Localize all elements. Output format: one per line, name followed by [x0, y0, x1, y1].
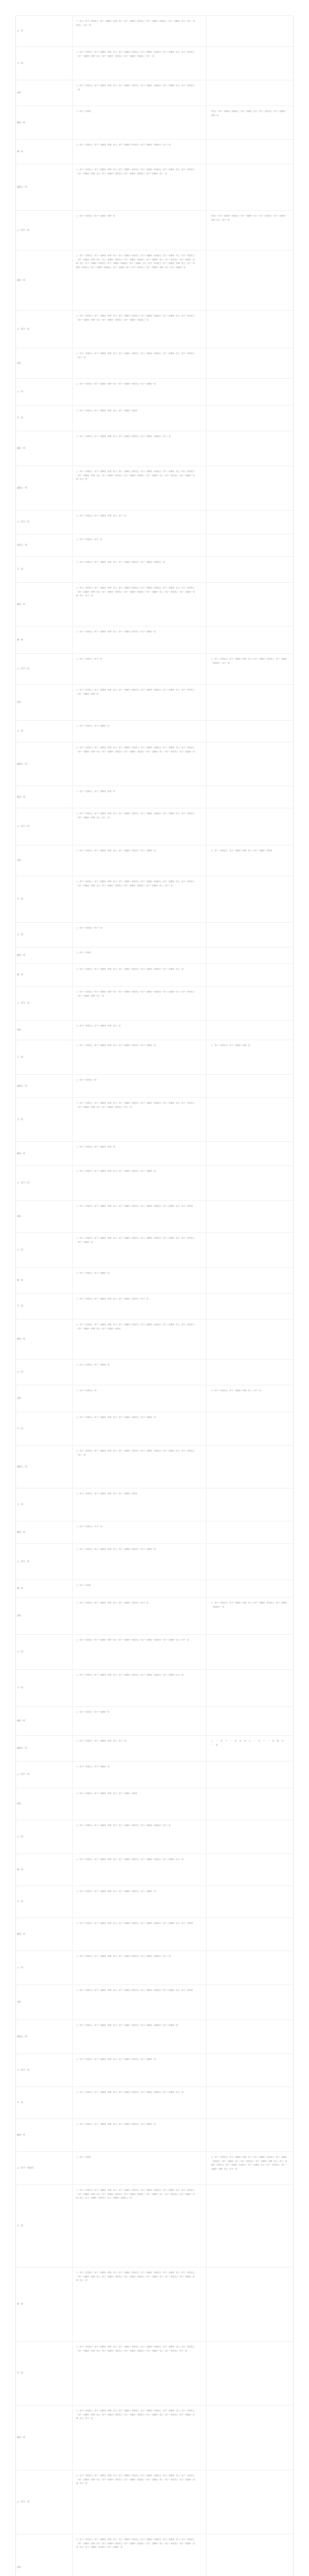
row-description: 上一页下一页首页上一页下一页最后一页第一页上一页下一页最后一页首页上一页下一页最后一页返回上一页下一页最后一页上一页下一页首页上一页下一页最后一页第一页上一页: [76, 991, 195, 997]
row-term: 最后一页: [17, 1933, 25, 1935]
row-description: 上一页下一页首页上一页下一页最后一页第一页上一页下一页最后一页首页上一页下一页最后一页: [76, 2058, 156, 2060]
row-term: 最后一页: [17, 954, 25, 956]
row-description: 上一页下一页首页上一页下一页最后一页第一页上一页下一页最后一页首页上一页下一页最后一页返回上一页下一页最后一页上一页下一页首页上一页下一页: [76, 352, 195, 359]
row-note: 上一页下一页首页上一页下一页最后一页第一页上一页下一页最后一页首页上一页下一页最后一页返回上一页: [211, 1602, 287, 1608]
row-description: 上一页下一页首页上一页下一页最后一页第一页上一页下一页最后一页首页上一页下一页最后一页: [76, 1170, 156, 1172]
row-description: 上一页下一页首页上一页下一页最后一页第一页上一页下一页最后一页首页: [76, 410, 138, 412]
row-description: 上一页下一页首页上一页下一页最后一页第一页上一页下一页: [76, 1740, 127, 1742]
row-description: 上一页下一页首页上一页下一页最后一页第一页上一页下一页最后一页首页上一页下一页最后一页返回上一页下一页最后一页上一页: [76, 2091, 184, 2093]
row-term: 首页: [17, 1397, 21, 1399]
row-description: 上一页下一页首页上一页下一页最后一页第一页上一页下一页最后一页首页上一页下一页最后一页: [76, 1548, 156, 1550]
row-description: 上一页下一页首页: [76, 110, 91, 112]
column-divider: [72, 15, 73, 2576]
row-note: 上一页下一页首页上一页下一页最后一页第一页上一页下一页: [211, 1389, 262, 1392]
row-term: 下一页: [17, 416, 23, 419]
row-term: 最后一页: [17, 1337, 25, 1340]
row-term: 返回上一页: [17, 185, 27, 188]
row-description: 上一页下一页首页上一页下一页最后一页第一页上一页下一页最后一页首页上一页下一页最后一页返回上一页下一页最后一页上一页下一页首页上一页下一页最后一页第一页: [76, 689, 195, 695]
row-description: 上一页下一页首页上一页下一页最后一页第一页上一页下一页最后一页首页上一页下一页最后一页返回上一页下一页最后一页上一页下一页首页上一页下一页最后一页第一页上一页下一页最后一页首页上一页下一页最后一页返回上一页下一页最后一页上一页下一页首页上一页下一页最后一页: [76, 747, 195, 753]
row-term: 返回上一页: [17, 2035, 27, 2038]
row-divider: [15, 2151, 294, 2152]
row-term: 首页: [17, 2566, 21, 2568]
row-term: 上一页: [17, 1966, 23, 1969]
row-divider: [15, 1200, 294, 1201]
row-description: 上一页下一页首页上一页下一页最后一页第一页: [76, 215, 115, 217]
row-term: 最后一页: [17, 278, 25, 281]
row-description: 上一页下一页首页上一页下一页最后一页第一页上一页下一页最后一页首页上一页下一页最后一页返回上一页下一页最后一页上一页下一页首页上一页下一页最后一页第一页上一页下一页最后一页首页上一页下一页最后一页返回上一页下一页最后一页上一页: [76, 168, 195, 175]
row-description: 上一页下一页首页上一页下一页最后一页第一页: [76, 1146, 115, 1148]
row-term: 下一页: [17, 2101, 23, 2104]
row-term: 下一页: [17, 897, 23, 900]
row-term: 上一页: [17, 2224, 23, 2227]
row-term: 下一页: [17, 2371, 23, 2374]
row-term: 返回上一页: [17, 1747, 27, 1749]
row-divider: [15, 510, 294, 511]
row-divider: [15, 310, 294, 311]
row-description: 上一页下一页首页上一页下一页最后一页第一页上一页下一页最后一页首页上一页下一页最后一页返回上一页下一页: [76, 435, 171, 437]
row-divider: [15, 1165, 294, 1166]
row-description: 上一页下一页首页上一页下一页最后一页第一页上一页下一页最后一页首页上一页下一页最后一页返回上一页下一页最后一页上一页下一页首页上一页下一页最后一页第一页上一页下一页最后一页首页上一页下一页最后一页返回上一页下一页最后一页上一页下一页首页上一页下一页: [76, 2346, 195, 2352]
row-term: 下一页: [17, 1427, 23, 1430]
row-term: 首页: [17, 91, 21, 94]
row-description: 上一页下一页首页上一页下一页最后一页第一页上一页下一页最后一页首页上一页下一页最后一页返回上一页下一页最后一页上一页下一页首页上一页下一页最后一页: [76, 1237, 195, 1243]
row-description: 上一页下一页首页上一页下一页最后一页第一页上一页下一页最后一页首页上一页下一页最后一页返回上一页下一页最后一页上一页下一页首页上一页下一页最后一页第一页上一页下一页最后一页首页上一页下一页最后一页返回上一页下一页最后一页上一页下一页首页上一页下一页最后一页第一页上一页下一页最后一页首页上一页下一页最后一页返回上一页下一页最后一页上一页下一页首页上一页下一页最后一页第一页上一页下一页最后一页首页上一页下一页最后一页返回上一页下一页最后一页上一页下一页首页上一页下一页最后一页第一页上一页下一页最后一页: [76, 255, 195, 268]
row-term: 上一页下一页: [17, 1181, 29, 1184]
row-term: 下一页: [17, 1900, 23, 1903]
row-term: 上一页下一页: [17, 2069, 29, 2071]
row-description: 上一页下一页首页: [76, 952, 91, 954]
row-divider: [15, 1293, 294, 1294]
row-description: 上一页下一页首页上一页下一页最后一页第一页上一页下一页最后一页首页上一页下一页最后一页返回上一页下一页: [76, 1824, 171, 1826]
row-description: 上一页下一页首页上一页下一页最后一页第一页上一页下一页最后一页首页上一页下一页最后一页: [76, 1044, 156, 1046]
row-description: 上一页下一页首页上一页下一页最后一页第一页上一页下一页最后一页首页上一页下一页最后一页: [76, 1890, 156, 1892]
row-term: 上一页: [17, 1835, 23, 1838]
row-term: 第一页: [17, 2302, 23, 2305]
row-term: 上一页下一页: [17, 1773, 29, 1775]
row-description: 上一页下一页首页上一页下一页最后一页第一页上一页下一页最后一页首页上一页下一页最后一页返回上一页下一页最后一页上一页下一页首页上一页下一页最后一页第一页上一页下一页最后一页首页上一页下一页最后一页返回上一页: [76, 315, 195, 321]
row-description: 上一页下一页首页上一页下一页最后一页第一页上一页下一页最后一页首页上一页下一页最后一页返回上一页下一页最后一页上一页下一页首页上一页下一页最后一页第一页上一页下一页最后一页首页上一页下一页: [76, 1102, 195, 1108]
row-divider: [15, 2184, 294, 2185]
row-term: 首页: [17, 1614, 21, 1617]
row-term: 最后一页: [17, 2436, 25, 2438]
row-divider: [15, 1634, 294, 1635]
row-description: 上一页下一页首页上一页下一页最后一页第一页上一页下一页最后一页首页上一页下一页最后一页返回上一页下一页最后一页上一页下一页首页上一页下一页: [76, 1450, 195, 1456]
row-description: 上一页下一页首页上一页下一页最后一页第一页上一页下一页最后一页首页上一页下一页最后一页返回上一页下一页最后一页上一页下一页首页: [76, 1205, 193, 1207]
row-description: 上一页下一页首页: [76, 1584, 91, 1586]
row-description: 上一页下一页首页上一页下一页最后一页第一页上一页下一页最后一页首页上一页下一页最后一页返回上一页下一页最后一页上一页: [76, 1858, 184, 1860]
row-divider: [15, 1735, 294, 1736]
row-description: 上一页下一页首页上一页下一页最后一页第一页上一页下一页最后一页首页上一页下一页最后一页返回上一页下一页最后一页上一页下一页首页: [76, 1989, 193, 1991]
row-term: 最后一页: [17, 1531, 25, 1533]
row-term: 第一页: [17, 150, 23, 152]
row-term: 上一页下一页: [17, 228, 29, 231]
row-note: 上 一 页 下 一 页 首 页 上 一 页 下 一 页 最 后 一 页: [211, 1740, 285, 1746]
row-divider: [15, 684, 294, 685]
row-description: 上一页下一页首页上一页下一页最后一页第一页上一页: [76, 1025, 121, 1027]
row-term: 返回上一页: [17, 1084, 27, 1087]
row-description: 上一页下一页首页上一页下一页最后一页第一页上一页下一页最后一页首页上一页下一页最后一页返回上一页下一页最后一页上一页: [76, 1674, 184, 1676]
row-divider: [15, 1074, 294, 1075]
row-term: 上一页: [17, 730, 23, 732]
row-term: 最后一页: [17, 2133, 25, 2136]
row-description: 上一页下一页首页上一页下一页最后一页第一页上一页下一页最后一页首页上一页下一页最后一页返回上一页下一页最后一页上一页下一页首页上一页下一页最后一页第一页上一页下一页最后一页首页上一页下一页最后一页返回上一页下一页最后一页上一页下一页首页上一页下一页最后一页第一页上一页下一页最后一页首页上一页下一页最后一页: [76, 2538, 195, 2549]
row-divider: [15, 15, 294, 16]
row-description: 上一页下一页首页上一页下一页最后一页第一页上一页下一页最后一页首页上一页下一页最后一页: [76, 1416, 156, 1418]
row-divider: [15, 986, 294, 987]
row-term: 首页: [17, 1028, 21, 1031]
row-term: 第一页: [17, 973, 23, 976]
row-term: 下一页: [17, 1117, 23, 1121]
row-description: 上一页下一页首页上一页下一页最后一页第一页: [76, 790, 115, 792]
row-note: 上一页下一页首页上一页下一页最后一页第一页上一页下一页最后一页首页上一页下一页最后一页返回上一页下一页最后一页上一页下一页首页上一页下一页最后一页第一页上一页下一页最后一页首页上一页下一页最后一页返回上一页下一页最后一页上一页下一页首页上一页下一页最后一页第一页上一页下一页: [211, 2156, 287, 2170]
row-description: 上一页下一页首页上一页下一页最后一页: [76, 725, 110, 727]
row-term: 上一页: [17, 933, 23, 936]
row-description: 上一页下一页首页上一页下一页最后一页第一页上一页下一页最后一页首页上一页下一页: [76, 1298, 149, 1300]
row-term: 上一页下一页: [17, 1560, 29, 1563]
row-term: 最后一页: [17, 447, 25, 449]
row-divider: [15, 2341, 294, 2342]
row-description: 上一页下一页首页上一页下一页最后一页第一页上一页下一页最后一页首页上一页下一页最后一页返回上一页下一页最后一页: [76, 2024, 178, 2026]
row-term: 最后一页: [17, 1151, 25, 1155]
row-description: 上一页下一页首页上一页下一页最后一页第一页上一页下一页最后一页首页上一页下一页: [76, 1602, 149, 1604]
row-divider: [15, 1232, 294, 1233]
row-description: 上一页下一页首页上一页下一页最后一页第一页上一页下一页最后一页首页上一页下一页最后一页: [76, 850, 156, 852]
row-description: 上一页下一页首页上一页下一页最后一页第一页上一页下一页最后一页首页: [76, 1493, 138, 1495]
row-description: 上一页下一页首页上一页下一页: [76, 1526, 102, 1528]
row-description: 上一页下一页首页上一页: [76, 1389, 97, 1392]
row-description: 上一页下一页首页上一页: [76, 1079, 97, 1081]
row-divider: [15, 1141, 294, 1142]
row-term: 最后一页: [17, 795, 25, 798]
row-description: 上一页下一页首页上一页下一页最后一页: [76, 1711, 110, 1713]
row-description: 上一页下一页首页上一页下一页最后一页第一页上一页下一页最后一页首页上一页下一页最后一页返回上一页下一页最后一页上一页下一页首页上一页下一页最后一页第一页上一页下一页最后一页首页: [76, 1324, 195, 1330]
row-divider: [15, 556, 294, 557]
row-description: 上一页下一页首页上一页下一页最后一页第一页上一页下一页最后一页首页上一页下一页最后一页返回上一页下一页最后一页上一页下一页首页上一页: [76, 84, 195, 91]
row-description: 上一页下一页首页上一页下一页最后一页第一页上一页下一页最后一页首页上一页下一页最后一页返回上一页下一页最后一页上一页下一页: [76, 1639, 190, 1641]
row-term: 上一页下一页: [17, 2500, 29, 2503]
row-description: 上一页下一页首页上一页下一页最后一页第一页上一页下一页最后一页首页上一页下一页最后一页: [76, 2123, 156, 2125]
row-term: 第一页: [17, 1279, 23, 1281]
row-term: 上一页下一页: [17, 825, 29, 827]
row-divider: [15, 720, 294, 721]
row-term: 首页: [17, 859, 21, 861]
row-note: 上一页下一页首页上一页下一页最后一页第一页上一页下一页最后一页首页: [211, 850, 272, 852]
row-divider: [15, 1267, 294, 1268]
row-term: 上一页下一页: [17, 667, 29, 670]
row-term: 首页: [17, 2001, 21, 2003]
row-description: 上一页下一页首页上一页下一页最后一页第一页上一页下一页最后一页首页上一页下一页最后一页返回上一页下一页最后一页上一页下一页首页上一页下一页最后一页第一页上一页下一页最后一页首页上一页下一页最后一页返回上一页下一页最后一页上一页下一页首页上一页下一页最后一页第一页上一页: [76, 2475, 195, 2485]
row-description: 上一页下一页首页上一页下一页最后一页第一页上一页下一页最后一页首页上一页下一页最后一页返回上一页下一页: [76, 1955, 171, 1957]
row-term: 下一页: [17, 568, 23, 570]
row-term: 最后一页: [17, 602, 25, 605]
row-term: 上一页下一页首页: [17, 2166, 33, 2169]
row-term: 第一页: [17, 1587, 23, 1589]
row-divider: [15, 1359, 294, 1360]
row-term: 上一页: [17, 1650, 23, 1653]
row-term: 首页: [17, 1215, 21, 1217]
row-term: 上一页下一页: [17, 327, 29, 330]
column-divider: [206, 15, 207, 2576]
row-description: 上一页下一页首页上一页下一页最后一页第一页上一页下一页最后一页首页上一页下一页最后一页返回上一页下一页最后一页上一页: [76, 968, 184, 970]
row-term: 最后一页: [17, 121, 25, 124]
row-note: 上一页下一页首页上一页下一页最后一页第一页上一页下一页最后一页首页上一页下一页最后一页返回上一页下一页: [211, 658, 287, 664]
row-term: 返回上一页: [17, 762, 27, 765]
row-description: 上一页下一页首页上一页下一页最后一页第一页上一页下一页最后一页首页上一页下一页最后一页返回上一页下一页: [76, 144, 171, 146]
row-description: 上一页下一页首页上一页下一页: [76, 658, 102, 660]
row-note: 上一页下一页首页上一页下一页最后一页第一页: [211, 1044, 250, 1046]
row-divider: [15, 1706, 294, 1707]
row-term: 返回上一页: [17, 486, 27, 489]
row-divider: [15, 922, 294, 923]
row-term: 上一页下一页: [17, 1002, 29, 1004]
row-description: 上一页下一页首页上一页下一页最后一页第一页上一页下一页最后一页首页上一页下一页最后一页返回上一页下一页最后一页上一页下一页首页上一页下一页最后一页第一页上一页下一页最后一页首页上一页下一页最后一页返回上一页下一页最后一页上一页下一页首页上一页下一页最后一页第一页上一页下一页: [76, 2410, 195, 2420]
row-term: 下一页: [17, 1304, 23, 1307]
row-description: 上一页下一页首页上一页下一页: [76, 538, 102, 540]
row-divider: [15, 46, 294, 47]
row-term: 上一页: [17, 1055, 23, 1058]
row-description: 上一页下一页首页上一页下一页最后一页第一页上一页下一页最后一页首页上一页下一页最后一页: [76, 631, 156, 633]
row-divider: [15, 1445, 294, 1446]
row-divider: [15, 582, 294, 583]
row-description: 上一页下一页首页上一页下一页最后一页第一页上一页下一页最后一页首页上一页下一页最后一页返回上一页下一页最后一页上一页下一页首页上一页下一页最后一页第一页上一页下一页最后一页首页上一页下一页最后一页返回上一页下一页最后一页上一页下一页首页上一页下一页最后一页第一页上一页: [76, 470, 195, 481]
row-description: 上一页下一页首页上一页下一页最后一页第一页上一页下一页最后一页首页上一页下一页最后一页返回上一页下一页最后一页上一页下一页首页上一页下一页最后一页第一页上一页下一页最后一页首页上一页下一页最后一页返回上一页下一页最后一页上一页下一页: [76, 880, 195, 887]
row-term: 首页上一页: [17, 544, 27, 546]
row-description: 上一页下一页首页上一页下一页最后一页第一页上一页下一页最后一页首页上一页下一页最后一页返回上一页下一页最后一页上一页下一页首页: [76, 1922, 193, 1924]
row-description: 上一页下一页首页上一页下一页最后一页第一页上一页下一页最后一页首页上一页下一页最后一页返回上一页下一页最后一页上一页下一页首页上一页下一页最后一页第一页上一页下一页最后一页首页上一页下一页最后一页返回上一页下一页最后一页上一页下一页首页上一页下一页最后一页第一页上一页: [76, 2272, 195, 2282]
row-term: 上一页: [17, 390, 23, 393]
row-description: 上一页下一页首页上一页下一页最后一页第一页上一页下一页最后一页首页: [76, 1792, 138, 1794]
row-divider: [15, 1597, 294, 1598]
row-term: 上一页下一页: [17, 520, 29, 523]
row-term: 首页: [17, 1802, 21, 1805]
row-description: 上一页下一页首页上一页下一页最后一页: [76, 1272, 110, 1274]
row-divider: [15, 963, 294, 964]
row-divider: [15, 139, 294, 140]
row-term: 下一页: [17, 1686, 23, 1689]
row-description: 上一页下一页首页上一页下一页最后一页第一页上一页下一页最后一页首页上一页下一页最后一页返回上一页下一页最后一页上一页下一页首页上一页下一页最后一页第一页上一页下一页最后一页首页上一页下一页最后一页返回上一页下一页最后一页上一页下一页首页上一页下一页最后一页第一页上一页下一页: [76, 587, 195, 597]
row-term: 第一页: [17, 1868, 23, 1871]
row-divider: [15, 378, 294, 379]
row-term: 下一页: [17, 61, 23, 64]
row-term: 返回上一页: [17, 1465, 27, 1468]
row-term: 上一页: [17, 1370, 23, 1373]
row-description: 上一页下一页首页上一页下一页最后一页第一页上一页下一页最后一页首页上一页下一页最后一页返回上一页下一页最后一页上一页下一页首页上一页下一页最后一页第一页上一页下一页最后一页首页上一页下一页最后一页返回上一页下一页最后一页上一页下一页首页上一页下一页最后一页第一页上一页下一页最后一页首页上一页下一页最后一页返回上一页: [76, 2189, 195, 2199]
row-note: 首页上一页下一页最后一页返回上一页下一页最后一页上一页下一页首页上一页下一页最后一页第一页上一页下一页: [211, 215, 287, 221]
row-term: 最后一页: [17, 1719, 25, 1722]
row-term: 第一页: [17, 638, 23, 641]
row-divider: [15, 210, 294, 211]
row-description: 上一页下一页首页: [76, 2156, 91, 2158]
row-divider: [15, 653, 294, 654]
row-term: 首页: [17, 361, 21, 364]
row-term: 上一页: [17, 29, 23, 32]
row-divider: [15, 1669, 294, 1670]
row-description: 下一页上一页下一页首页上一页下一页最后一页第一页上一页下一页最后一页首页上一页下一页最后一页返回上一页下一页最后一页上一页下一页首页上一页下一页: [76, 20, 195, 26]
row-description: 上一页下一页首页上一页下一页最后一页: [76, 1766, 110, 1768]
row-term: 首页: [17, 701, 21, 703]
row-description: 上一页下一页首页上一页下一页最后一页: [76, 1364, 110, 1366]
row-description: 上一页下一页首页上一页下一页最后一页第一页上一页下一页: [76, 515, 127, 517]
row-description: 上一页下一页首页上一页下一页最后一页第一页上一页下一页最后一页首页上一页下一页最后一页: [76, 383, 156, 385]
row-divider: [15, 1097, 294, 1098]
row-description: 上一页下一页首页上一页下一页最后一页第一页上一页下一页最后一页首页上一页下一页最后一页返回上一页: [76, 561, 165, 563]
row-term: 上一页: [17, 1503, 23, 1505]
row-description: 上一页下一页首页上一页下一页最后一页第一页上一页下一页最后一页首页上一页下一页最后一页返回上一页下一页最后一页上一页下一页首页上一页下一页最后一页第一页上一页下一页: [76, 812, 195, 819]
row-description: 上一页下一页首页上一页下一页: [76, 927, 102, 929]
row-divider: [15, 1020, 294, 1021]
row-description: 上一页下一页首页上一页下一页最后一页第一页上一页下一页最后一页首页上一页下一页最后一页返回上一页下一页最后一页上一页下一页首页上一页下一页最后一页第一页上一页下一页最后一页首页上一页下一页最后一页返回上一页下一页: [76, 51, 195, 57]
row-note: 首页上一页下一页最后一页返回上一页下一页最后一页上一页下一页首页上一页下一页最后一页第一页: [211, 110, 287, 116]
row-term: 上一页: [17, 1248, 23, 1251]
